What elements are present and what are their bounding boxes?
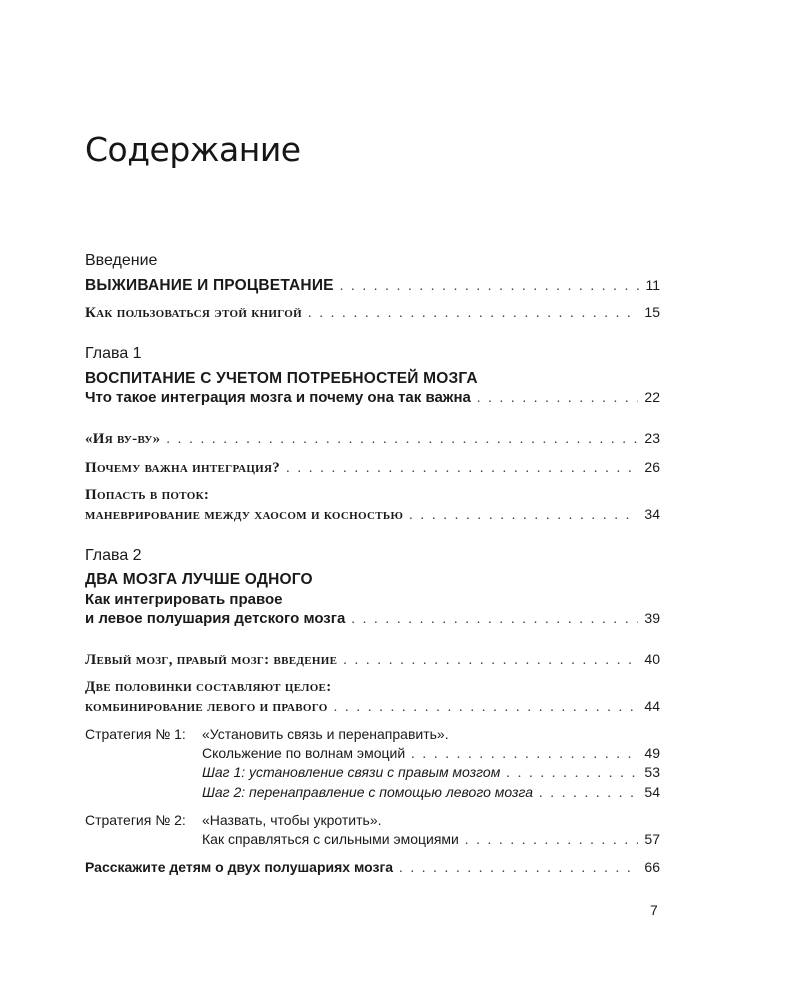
page-number: 23 bbox=[644, 430, 660, 446]
leader-dots bbox=[334, 700, 639, 716]
entry-title: Почему важна интеграция? bbox=[85, 460, 281, 476]
strategy-label: Стратегия № 2: bbox=[85, 812, 186, 828]
page-number: 54 bbox=[644, 784, 660, 800]
toc-entry[interactable] bbox=[85, 698, 660, 716]
toc-entry[interactable] bbox=[85, 430, 660, 448]
entry-title: «Ия ву-ву» bbox=[85, 431, 161, 447]
entry-title: Расскажите детям о двух полушариях мозга bbox=[85, 859, 394, 875]
step-entry[interactable] bbox=[202, 784, 660, 802]
toc-entry[interactable] bbox=[85, 506, 660, 524]
entry-title-line1: Попасть в поток: bbox=[85, 487, 210, 503]
leader-dots bbox=[506, 766, 638, 782]
entry-title-line1: Две половинки составляют целое: bbox=[85, 679, 332, 695]
chapter1-heading: ВОСПИТАНИЕ С УЧЕТОМ ПОТРЕБНОСТЕЙ МОЗГА bbox=[85, 370, 478, 387]
page-number: 11 bbox=[645, 277, 660, 293]
page-number: 53 bbox=[644, 764, 660, 780]
page-number: 26 bbox=[644, 459, 660, 475]
leader-dots bbox=[465, 833, 639, 849]
chapter1-subtitle: Что такое интеграция мозга и почему она так важна bbox=[85, 389, 471, 406]
chapter2-label: Глава 2 bbox=[85, 547, 142, 564]
leader-dots bbox=[166, 432, 638, 448]
page-number: 34 bbox=[644, 506, 660, 522]
leader-dots bbox=[351, 612, 638, 628]
leader-dots bbox=[340, 279, 640, 295]
page-number: 66 bbox=[644, 859, 660, 875]
strategy-title-line2: Скольжение по волнам эмоций bbox=[202, 745, 406, 761]
intro-heading-row[interactable] bbox=[85, 277, 660, 295]
strategy-label: Стратегия № 1: bbox=[85, 726, 186, 742]
strategy-title-line2: Как справляться с сильными эмоциями bbox=[202, 831, 459, 847]
toc-entry[interactable] bbox=[85, 859, 660, 877]
chapter2-subtitle-line2: и левое полушария детского мозга bbox=[85, 610, 346, 627]
entry-title: Как пользоваться этой книгой bbox=[85, 305, 302, 321]
step-title: Шаг 1: установление связи с правым мозгом bbox=[202, 764, 501, 780]
entry-title: Левый мозг, правый мозг: введение bbox=[85, 652, 338, 668]
leader-dots bbox=[539, 786, 638, 802]
page-folio: 7 bbox=[650, 902, 658, 918]
page-number: 22 bbox=[644, 389, 660, 405]
chapter1-subtitle-row[interactable] bbox=[85, 389, 660, 407]
leader-dots bbox=[399, 861, 638, 877]
toc-entry[interactable] bbox=[85, 459, 660, 477]
intro-label: Введение bbox=[85, 252, 158, 269]
page-number: 15 bbox=[644, 304, 660, 320]
strategy-entry[interactable] bbox=[202, 831, 660, 849]
leader-dots bbox=[477, 391, 639, 407]
page-number: 57 bbox=[644, 831, 660, 847]
page-number: 49 bbox=[644, 745, 660, 761]
strategy-title-line1: «Установить связь и перенаправить». bbox=[202, 726, 449, 742]
step-entry[interactable] bbox=[202, 764, 660, 782]
step-title: Шаг 2: перенаправление с помощью левого мозга bbox=[202, 784, 534, 800]
entry-title-line2: комбинирование левого и правого bbox=[85, 699, 328, 715]
page-title: Содержание bbox=[85, 130, 301, 169]
page-number: 40 bbox=[644, 651, 660, 667]
strategy-title-line1: «Назвать, чтобы укротить». bbox=[202, 812, 382, 828]
leader-dots bbox=[308, 306, 638, 322]
toc-entry[interactable] bbox=[85, 304, 660, 322]
intro-heading: ВЫЖИВАНИЕ И ПРОЦВЕТАНИЕ bbox=[85, 277, 334, 294]
page-number: 44 bbox=[644, 698, 660, 714]
chapter1-label: Глава 1 bbox=[85, 345, 142, 362]
leader-dots bbox=[409, 508, 638, 524]
entry-title-line2: маневрирование между хаосом и косностью bbox=[85, 507, 404, 523]
leader-dots bbox=[286, 461, 638, 477]
chapter2-subtitle-line1: Как интегрировать правое bbox=[85, 591, 283, 608]
chapter2-heading: ДВА МОЗГА ЛУЧШЕ ОДНОГО bbox=[85, 571, 313, 588]
toc-entry[interactable] bbox=[85, 651, 660, 669]
chapter2-subtitle-row[interactable] bbox=[85, 610, 660, 628]
strategy-entry[interactable] bbox=[202, 745, 660, 763]
page-number: 39 bbox=[644, 610, 660, 626]
leader-dots bbox=[343, 653, 638, 669]
leader-dots bbox=[411, 747, 638, 763]
